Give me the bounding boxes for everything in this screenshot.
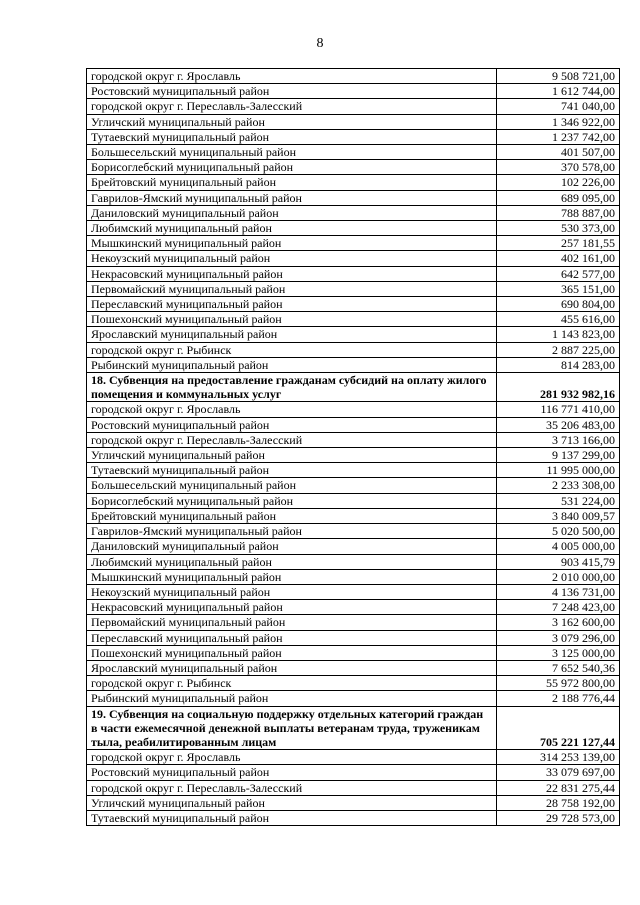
table-row <box>87 493 620 508</box>
table-row <box>87 676 620 691</box>
table-row <box>87 84 620 99</box>
amount: 29 728 573,00 <box>497 810 620 825</box>
municipality-name: Гаврилов-Ямский муниципальный район <box>87 524 497 539</box>
table-row <box>87 448 620 463</box>
subvention-table-body <box>87 69 620 826</box>
amount: 455 616,00 <box>497 312 620 327</box>
amount: 257 181,55 <box>497 236 620 251</box>
section-row <box>87 373 620 402</box>
amount: 3 125 000,00 <box>497 645 620 660</box>
municipality-name: городской округ г. Переславль-Залесский <box>87 780 497 795</box>
municipality-name: Пошехонский муниципальный район <box>87 645 497 660</box>
municipality-name: Любимский муниципальный район <box>87 554 497 569</box>
amount: 1 237 742,00 <box>497 129 620 144</box>
municipality-name: Некоузский муниципальный район <box>87 251 497 266</box>
amount: 35 206 483,00 <box>497 417 620 432</box>
table-row <box>87 463 620 478</box>
table-row <box>87 190 620 205</box>
table-row <box>87 569 620 584</box>
table-row <box>87 145 620 160</box>
table-row <box>87 297 620 312</box>
table-row <box>87 327 620 342</box>
amount: 28 758 192,00 <box>497 795 620 810</box>
municipality-name: Ярославский муниципальный район <box>87 327 497 342</box>
municipality-name: Угличский муниципальный район <box>87 448 497 463</box>
section-row <box>87 706 620 750</box>
table-row <box>87 266 620 281</box>
table-row <box>87 630 620 645</box>
amount: 1 346 922,00 <box>497 114 620 129</box>
table-row <box>87 780 620 795</box>
municipality-name: городской округ г. Переславль-Залесский <box>87 99 497 114</box>
amount: 22 831 275,44 <box>497 780 620 795</box>
amount: 55 972 800,00 <box>497 676 620 691</box>
table-row <box>87 129 620 144</box>
amount: 1 612 744,00 <box>497 84 620 99</box>
amount: 401 507,00 <box>497 145 620 160</box>
table-row <box>87 402 620 417</box>
municipality-name: Брейтовский муниципальный район <box>87 508 497 523</box>
amount: 4 005 000,00 <box>497 539 620 554</box>
amount: 814 283,00 <box>497 357 620 372</box>
amount: 102 226,00 <box>497 175 620 190</box>
table-row <box>87 432 620 447</box>
table-row <box>87 312 620 327</box>
municipality-name: Гаврилов-Ямский муниципальный район <box>87 190 497 205</box>
table-row <box>87 750 620 765</box>
page-number: 8 <box>316 36 324 51</box>
municipality-name: Даниловский муниципальный район <box>87 205 497 220</box>
amount: 2 188 776,44 <box>497 691 620 706</box>
subvention-table <box>86 68 620 826</box>
municipality-name: Первомайский муниципальный район <box>87 615 497 630</box>
amount: 402 161,00 <box>497 251 620 266</box>
amount: 370 578,00 <box>497 160 620 175</box>
municipality-name: Тутаевский муниципальный район <box>87 810 497 825</box>
municipality-name: Брейтовский муниципальный район <box>87 175 497 190</box>
municipality-name: городской округ г. Рыбинск <box>87 676 497 691</box>
municipality-name: Тутаевский муниципальный район <box>87 463 497 478</box>
amount: 690 804,00 <box>497 297 620 312</box>
table-row <box>87 281 620 296</box>
amount: 3 079 296,00 <box>497 630 620 645</box>
amount: 903 415,79 <box>497 554 620 569</box>
table-row <box>87 417 620 432</box>
municipality-name: Переславский муниципальный район <box>87 630 497 645</box>
municipality-name: Борисоглебский муниципальный район <box>87 160 497 175</box>
table-row <box>87 660 620 675</box>
table-row <box>87 795 620 810</box>
amount: 689 095,00 <box>497 190 620 205</box>
municipality-name: городской округ г. Ярославль <box>87 69 497 84</box>
table-row <box>87 478 620 493</box>
municipality-name: Большесельский муниципальный район <box>87 478 497 493</box>
section-total: 705 221 127,44 <box>497 706 620 750</box>
table-row <box>87 810 620 825</box>
amount: 741 040,00 <box>497 99 620 114</box>
table-row <box>87 600 620 615</box>
amount: 3 840 009,57 <box>497 508 620 523</box>
table-row <box>87 175 620 190</box>
table-row <box>87 342 620 357</box>
municipality-name: Ярославский муниципальный район <box>87 660 497 675</box>
amount: 9 508 721,00 <box>497 69 620 84</box>
municipality-name: Рыбинский муниципальный район <box>87 691 497 706</box>
municipality-name: городской округ г. Переславль-Залесский <box>87 432 497 447</box>
section-title: 19. Субвенция на социальную поддержку отдельных категорий граждан в части ежемесячной денежной выплаты ветеранам труда, труженикам тыла, реабилитированным лицам <box>87 706 497 750</box>
municipality-name: Мышкинский муниципальный район <box>87 236 497 251</box>
table-row <box>87 221 620 236</box>
municipality-name: Пошехонский муниципальный район <box>87 312 497 327</box>
amount: 365 151,00 <box>497 281 620 296</box>
municipality-name: Ростовский муниципальный район <box>87 417 497 432</box>
amount: 7 248 423,00 <box>497 600 620 615</box>
municipality-name: Некрасовский муниципальный район <box>87 266 497 281</box>
amount: 2 233 308,00 <box>497 478 620 493</box>
municipality-name: городской округ г. Ярославль <box>87 750 497 765</box>
table-row <box>87 160 620 175</box>
amount: 2 887 225,00 <box>497 342 620 357</box>
table-row <box>87 645 620 660</box>
table-row <box>87 539 620 554</box>
table-row <box>87 69 620 84</box>
amount: 531 224,00 <box>497 493 620 508</box>
municipality-name: Первомайский муниципальный район <box>87 281 497 296</box>
table-row <box>87 236 620 251</box>
table-row <box>87 765 620 780</box>
amount: 1 143 823,00 <box>497 327 620 342</box>
amount: 3 162 600,00 <box>497 615 620 630</box>
amount: 5 020 500,00 <box>497 524 620 539</box>
table-row <box>87 205 620 220</box>
amount: 788 887,00 <box>497 205 620 220</box>
municipality-name: Любимский муниципальный район <box>87 221 497 236</box>
table-row <box>87 524 620 539</box>
municipality-name: Переславский муниципальный район <box>87 297 497 312</box>
amount: 3 713 166,00 <box>497 432 620 447</box>
amount: 2 010 000,00 <box>497 569 620 584</box>
amount: 9 137 299,00 <box>497 448 620 463</box>
municipality-name: городской округ г. Ярославль <box>87 402 497 417</box>
municipality-name: Большесельский муниципальный район <box>87 145 497 160</box>
table-row <box>87 554 620 569</box>
amount: 116 771 410,00 <box>497 402 620 417</box>
amount: 642 577,00 <box>497 266 620 281</box>
municipality-name: Борисоглебский муниципальный район <box>87 493 497 508</box>
municipality-name: Угличский муниципальный район <box>87 114 497 129</box>
table-row <box>87 615 620 630</box>
section-total: 281 932 982,16 <box>497 373 620 402</box>
municipality-name: Ростовский муниципальный район <box>87 765 497 780</box>
table-row <box>87 114 620 129</box>
municipality-name: городской округ г. Рыбинск <box>87 342 497 357</box>
table-row <box>87 691 620 706</box>
municipality-name: Даниловский муниципальный район <box>87 539 497 554</box>
municipality-name: Угличский муниципальный район <box>87 795 497 810</box>
municipality-name: Мышкинский муниципальный район <box>87 569 497 584</box>
amount: 7 652 540,36 <box>497 660 620 675</box>
table-row <box>87 99 620 114</box>
table-row <box>87 584 620 599</box>
amount: 11 995 000,00 <box>497 463 620 478</box>
table-row <box>87 251 620 266</box>
municipality-name: Некрасовский муниципальный район <box>87 600 497 615</box>
municipality-name: Ростовский муниципальный район <box>87 84 497 99</box>
municipality-name: Тутаевский муниципальный район <box>87 129 497 144</box>
table-row <box>87 357 620 372</box>
section-title: 18. Субвенция на предоставление гражданам субсидий на оплату жилого помещения и коммунальных услуг <box>87 373 497 402</box>
municipality-name: Рыбинский муниципальный район <box>87 357 497 372</box>
amount: 530 373,00 <box>497 221 620 236</box>
amount: 4 136 731,00 <box>497 584 620 599</box>
table-row <box>87 508 620 523</box>
municipality-name: Некоузский муниципальный район <box>87 584 497 599</box>
amount: 33 079 697,00 <box>497 765 620 780</box>
amount: 314 253 139,00 <box>497 750 620 765</box>
